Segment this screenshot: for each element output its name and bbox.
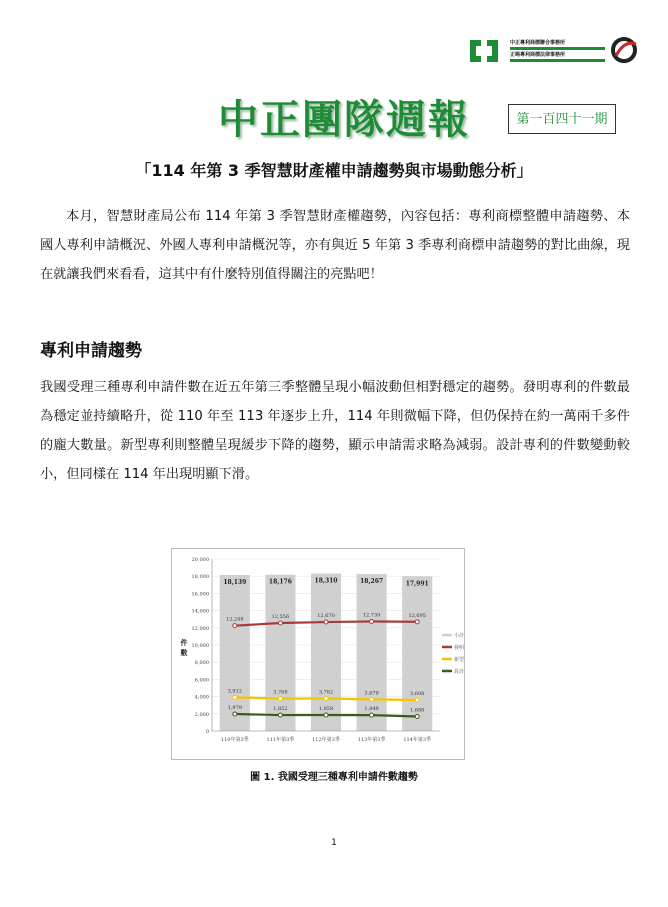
series-data-label: 12,670: [317, 613, 335, 620]
series-point: [278, 713, 282, 717]
legend-label: 設計: [454, 669, 464, 675]
firm-logo: [470, 36, 638, 66]
x-tick-label: 113年第3季: [357, 737, 386, 743]
y-tick-label: 0: [205, 729, 209, 735]
y-tick-label: 2,000: [194, 711, 209, 718]
series-point: [370, 713, 374, 717]
series-point: [415, 620, 419, 624]
x-tick-label: 110年第3季: [220, 737, 249, 743]
figure-caption: 圖 1. 我國受理三種專利申請件數趨勢: [250, 772, 418, 783]
series-data-label: 3,912: [227, 688, 242, 695]
y-tick-label: 10,000: [191, 643, 209, 649]
swirl-emblem-icon: [610, 36, 638, 64]
series-data-label: 3,782: [318, 689, 334, 696]
firm-logo-mark: [470, 38, 500, 64]
x-tick-label: 111年第3季: [266, 737, 295, 743]
y-tick-label: 12,000: [191, 625, 209, 632]
x-tick-label: 112年第3季: [312, 737, 340, 743]
y-tick-label: 20,000: [191, 557, 209, 563]
series-point: [415, 698, 419, 702]
patent-trend-chart: [171, 548, 465, 760]
article-subtitle: 「114 年第 3 季智慧財產權申請趨勢與市場動態分析」: [135, 161, 533, 180]
legend-label: 小計: [454, 633, 464, 639]
series-data-label: 3,679: [364, 690, 379, 697]
y-axis-label: 件: [180, 638, 188, 647]
legend-label: 發明: [454, 645, 464, 651]
y-tick-label: 18,000: [191, 574, 209, 581]
masthead-title: 中正團隊週報: [218, 97, 470, 143]
logo-line-1: 中正專利商標聯合事務所: [510, 40, 566, 46]
intro-paragraph: 本月，智慧財產局公布 114 年第 3 季智慧財產權趨勢，內容包括：專利商標整體申請趨勢、本國人專利申請概況、外國人專利申請概況等，亦有與近 5 年第 3 季專利商標申請趨勢的對比曲線，現在就讓我們來看看，這其中有什麼特別值得關注的亮點吧！: [40, 209, 630, 282]
series-point: [324, 696, 328, 700]
y-axis-label: 數: [180, 648, 188, 657]
logo-bar-1: [510, 47, 605, 50]
bar-data-label: 18,139: [223, 579, 247, 587]
series-data-label: 3,768: [273, 689, 288, 696]
bar-data-label: 18,176: [268, 578, 292, 586]
series-data-label: 12,739: [362, 612, 381, 619]
bar-data-label: 17,991: [405, 580, 429, 588]
y-tick-label: 6,000: [194, 677, 209, 684]
series-point: [370, 619, 374, 623]
series-data-label: 12,248: [226, 616, 244, 623]
series-data-label: 1,688: [410, 707, 425, 714]
legend-label: 新型: [454, 657, 464, 663]
logo-bar-2: [510, 59, 605, 62]
series-data-label: 12,556: [271, 614, 290, 621]
series-point: [233, 712, 237, 716]
section-paragraph: 我國受理三種專利申請件數在近五年第三季整體呈現小幅波動但相對穩定的趨勢。發明專利的件數最為穩定並持續略升，從 110 年至 113 年逐步上升，114 年則微幅下降，但仍保持在約一萬兩千多件的龐大數量。新型專利則整體呈現緩步下降的趨勢，顯示申請需求略為減弱。設計專利的件數變動較小，但同樣在 114 年出現明顯下滑。: [40, 380, 630, 482]
series-point: [324, 620, 328, 624]
series-point: [324, 713, 328, 717]
series-data-label: 1,858: [318, 706, 334, 713]
y-tick-label: 4,000: [194, 694, 209, 701]
y-tick-label: 8,000: [194, 660, 209, 667]
y-tick-label: 14,000: [191, 608, 209, 615]
x-tick-label: 114年第3季: [403, 737, 432, 743]
series-data-label: 3,608: [410, 690, 425, 697]
section-heading: 專利申請趨勢: [40, 341, 142, 361]
series-point: [370, 697, 374, 701]
patent-trend-chart-svg: [172, 549, 464, 759]
series-point: [415, 714, 419, 718]
series-data-label: 1,852: [273, 706, 288, 713]
logo-line-2: 正暘專利商標法律事務所: [510, 52, 566, 58]
series-data-label: 12,695: [408, 612, 426, 619]
series-point: [233, 695, 237, 699]
bar-data-label: 18,310: [314, 577, 338, 585]
y-tick-label: 16,000: [191, 591, 209, 598]
bar-data-label: 18,267: [360, 577, 384, 585]
series-point: [278, 621, 282, 625]
series-point: [233, 624, 237, 628]
series-data-label: 1,979: [227, 704, 242, 711]
page-number: 1: [331, 838, 337, 848]
series-point: [278, 697, 282, 701]
series-data-label: 1,849: [364, 706, 379, 713]
issue-number-box: 第一百四十一期: [508, 104, 616, 134]
